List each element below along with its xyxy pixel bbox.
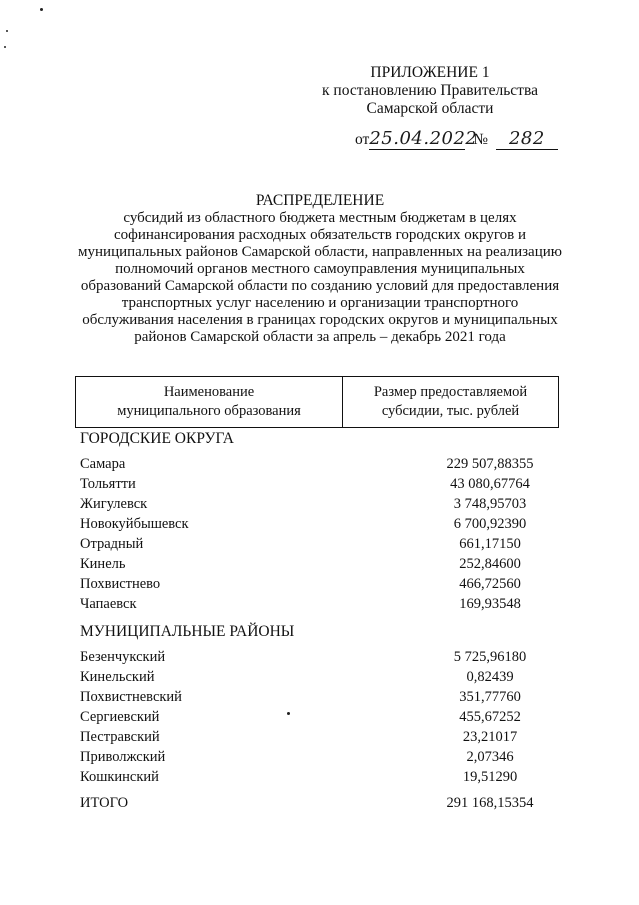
row-name: Тольятти [80,476,136,492]
row-name: Кинель [80,556,126,572]
table-row [80,669,520,689]
table-row [80,709,520,729]
description-line: образований Самарской области по созданию условий для предоставления [80,278,560,294]
total-row [80,795,534,815]
column-header-line: муниципального образования [117,403,301,419]
table-row [80,769,520,789]
row-value: 19,51290 [462,769,518,785]
row-value: 2,07346 [466,749,514,765]
row-value: 23,21017 [462,729,518,745]
row-value: 5 725,96180 [453,649,527,665]
appendix-line: к постановлению Правительства [322,82,538,99]
appendix-line: ПРИЛОЖЕНИЕ 1 [370,64,490,81]
row-name: Жигулевск [80,496,148,512]
column-header-name [76,377,343,427]
table-row [80,689,520,709]
table-row [80,749,520,769]
column-header-line: Наименование [163,384,255,400]
row-value: 6 700,92390 [453,516,527,532]
table-row [80,536,520,556]
row-value: 466,72560 [459,576,521,592]
date-number-line [355,128,555,150]
total-label: ИТОГО [80,795,129,811]
description-line: полномочий органов местного самоуправления муниципальных [115,261,525,277]
table-row [80,729,520,749]
handwritten-date: 25.04.2022 [369,128,478,149]
row-value: 455,67252 [459,709,521,725]
table-row [80,576,520,596]
row-value: 43 080,67764 [450,476,530,492]
scan-speck [4,46,6,48]
table-row [80,476,530,496]
table-row [80,496,527,516]
description-line: муниципальных районов Самарской области, направленных на реализацию [78,244,562,260]
description-line: транспортных услуг населению и организации транспортного [121,295,519,311]
appendix-line: Самарской области [366,100,494,117]
appendix-header [300,64,560,118]
row-value: 252,84600 [459,556,521,572]
row-name: Самара [80,456,126,472]
row-name: Кинельский [80,669,155,685]
document-description [60,210,580,346]
number-prefix: № [473,131,488,148]
scan-speck [40,8,43,11]
table-row [80,456,534,476]
row-name: Кошкинский [80,769,159,785]
total-value: 291 168,15354 [446,795,534,811]
document-title: РАСПРЕДЕЛЕНИЕ [255,192,385,209]
row-name: Пестравский [80,729,160,745]
row-name: Безенчукский [80,649,166,665]
row-name: Приволжский [80,749,166,765]
handwritten-number: 282 [496,128,558,150]
row-value: 351,77760 [459,689,521,705]
table-header [75,376,559,428]
row-name: Новокуйбышевск [80,516,189,532]
description-line: районов Самарской области за апрель – декабрь 2021 года [134,329,506,345]
column-header-amount [343,377,558,427]
row-name: Похвистнево [80,576,161,592]
table-row [80,649,527,669]
row-value: 229 507,88355 [446,456,534,472]
description-line: субсидий из областного бюджета местным бюджетам в целях [123,210,517,226]
row-value: 661,17150 [459,536,521,552]
description-line: софинансирования расходных обязательств городских округов и [113,227,527,243]
column-header-line: Размер предоставляемой [373,384,528,400]
row-name: Сергиевский [80,709,160,725]
section-title-city-districts: ГОРОДСКИЕ ОКРУГА [80,430,234,447]
column-header-line: субсидии, тыс. рублей [381,403,520,419]
row-value: 169,93548 [459,596,521,612]
row-name: Отрадный [80,536,144,552]
section-title-municipal-districts: МУНИЦИПАЛЬНЫЕ РАЙОНЫ [80,623,295,640]
scan-speck [6,30,8,32]
date-prefix: от [355,131,370,148]
table-row [80,516,527,536]
table-row [80,556,520,576]
row-name: Чапаевск [80,596,137,612]
table-row [80,596,520,616]
row-value: 0,82439 [466,669,514,685]
row-value: 3 748,95703 [453,496,527,512]
description-line: обслуживания населения в границах городских округов и муниципальных [82,312,558,328]
row-name: Похвистневский [80,689,182,705]
